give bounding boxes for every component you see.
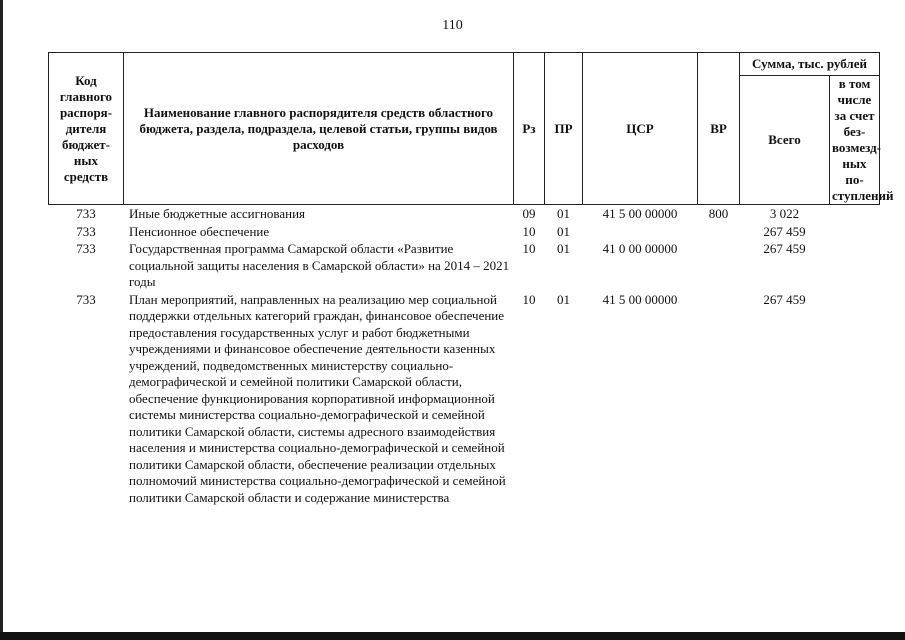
row-code: 733 [76,223,96,239]
row-csr: 41 5 00 00000 [602,291,678,307]
header-incl: в том числе за счет без-возмезд-ных по-ступлений [830,76,880,205]
page-number: 110 [442,18,463,33]
row-incl [830,223,880,241]
row-name: План мероприятий, направленных на реализацию мер социальной поддержки отдельных категорий граждан, финансовое обеспечение предоставления государственных услуг и работ бюджетными учреждениями и финансовое обеспечение деятельности казенных учреждений, подведомственных министерству социально-демографической и семейной политики Самарской области, обеспечение функционирования корпоративной информационной системы министерства социально-демографической и семейной политики Самарской области, системы адресного взаимодействия населения и министерства социально-демографической и семейной политики Самарской области, обеспечение реализации отдельных полномочий министерства социально-демографической и семейной политики Самарской области и содержание министерства [129,291,506,505]
row-total: 267 459 [763,223,806,239]
row-total: 3 022 [769,206,800,221]
row-rz: 09 [522,206,536,221]
table-row [49,223,880,241]
row-rz: 10 [522,241,536,256]
row-code: 733 [76,291,96,307]
row-incl [830,205,880,223]
row-csr: 41 5 00 00000 [602,206,678,221]
header-pr: ПР [545,53,583,205]
header-total: Всего [740,76,830,205]
row-code: 733 [76,206,96,221]
row-name: Государственная программа Самарской области «Развитие социальной защиты населения в Самарской области» на 2014 – 2021 годы [129,241,510,289]
header-name: Наименование главного распорядителя средств областного бюджета, раздела, подраздела, целевой статьи, группы видов расходов [124,53,514,205]
row-pr: 01 [557,223,570,239]
row-incl [830,240,880,291]
scan-bottom-edge [0,632,905,640]
row-vr [698,240,740,291]
header-vr: ВР [698,53,740,205]
row-total: 267 459 [763,241,806,256]
row-pr: 01 [557,291,570,307]
header-sum: Сумма, тыс. рублей [740,53,880,76]
table-row [49,291,880,507]
row-vr [698,223,740,241]
row-vr: 800 [708,206,729,221]
table-row [49,205,880,223]
table-row [49,240,880,291]
row-incl [830,291,880,507]
row-rz: 10 [522,291,536,307]
row-name: Иные бюджетные ассигнования [129,206,306,221]
header-code: Код главного распоря-дителя бюджет-ных средств [49,53,124,205]
row-code: 733 [76,241,96,256]
row-vr [698,291,740,507]
row-pr: 01 [557,206,570,221]
row-name: Пенсионное обеспечение [129,223,270,239]
budget-table [48,52,894,506]
row-csr: 41 0 00 00000 [602,241,678,256]
header-rz: Рз [514,53,545,205]
row-pr: 01 [557,241,570,256]
row-rz: 10 [522,223,536,239]
scan-left-edge [0,0,3,640]
row-csr [583,223,698,241]
row-total: 267 459 [763,291,806,307]
header-csr: ЦСР [583,53,698,205]
